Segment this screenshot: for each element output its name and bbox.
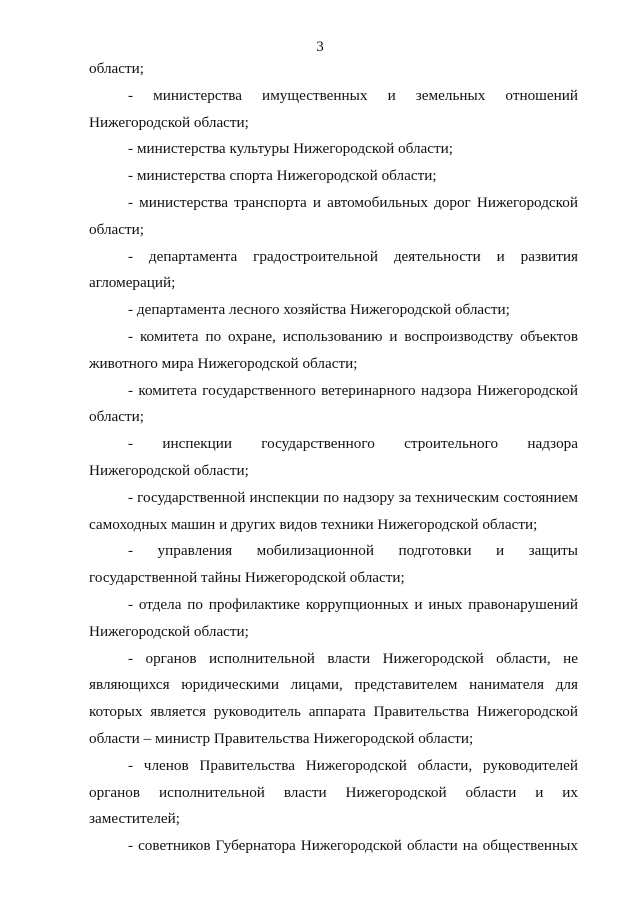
document-body	[89, 56, 578, 860]
list-item-culture-ministry: - министерства культуры Нижегородской области;	[128, 140, 453, 158]
list-item-executive-bodies: - органов исполнительной власти Нижегородской области, не являющихся юридическими лицами, представителем нанимателя для которых является руководитель аппарата Правительства Нижегородской области – министр Правительства Нижегородской области;	[89, 649, 578, 747]
paragraph-continuation: области;	[89, 60, 144, 77]
list-item-transport-ministry: - министерства транспорта и автомобильных дорог Нижегородской области;	[89, 193, 578, 238]
list-item-mobilization-office: - управления мобилизационной подготовки и защиты государственной тайны Нижегородской области;	[89, 542, 578, 587]
list-item-anticorruption-department: - отдела по профилактике коррупционных и иных правонарушений Нижегородской области;	[89, 595, 578, 640]
list-item-sport-ministry: - министерства спорта Нижегородской области;	[128, 167, 437, 185]
list-item-forestry-department: - департамента лесного хозяйства Нижегородской области;	[128, 301, 510, 319]
list-item-machinery-inspection: - государственной инспекции по надзору за техническим состоянием самоходных машин и других видов техники Нижегородской области;	[89, 488, 578, 533]
list-item-wildlife-committee: - комитета по охране, использованию и воспроизводству объектов животного мира Нижегородской области;	[89, 327, 578, 372]
list-item-property-ministry: - министерства имущественных и земельных отношений Нижегородской области;	[89, 86, 578, 131]
list-item-urban-planning-department: - департамента градостроительной деятельности и развития агломераций;	[89, 247, 578, 292]
list-item-governor-advisers: - советников Губернатора Нижегородской области на общественных	[128, 837, 578, 855]
list-item-government-members: - членов Правительства Нижегородской области, руководителей органов исполнительной власти Нижегородской области и их заместителей;	[89, 756, 578, 828]
list-item-construction-inspection: - инспекции государственного строительного надзора Нижегородской области;	[89, 435, 578, 479]
page-number: 3	[316, 39, 324, 55]
list-item-veterinary-committee: - комитета государственного ветеринарного надзора Нижегородской области;	[89, 381, 578, 426]
